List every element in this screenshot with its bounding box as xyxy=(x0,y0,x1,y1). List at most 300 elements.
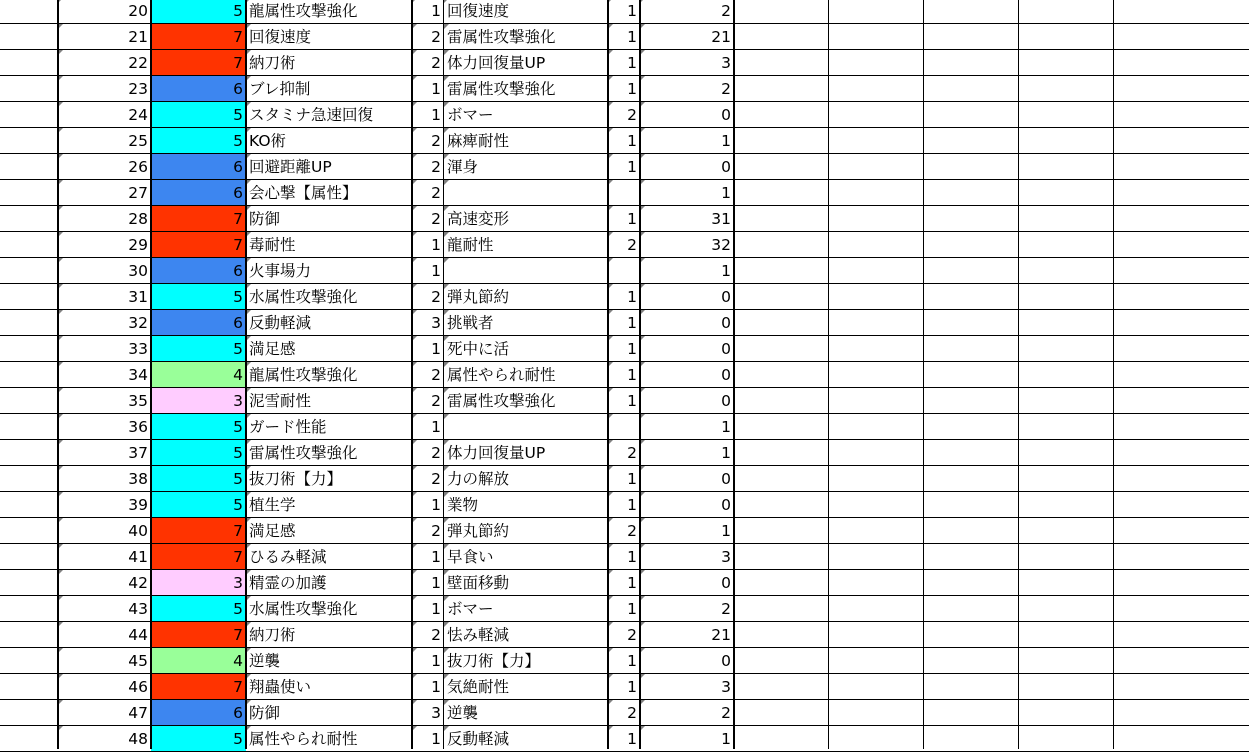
cell-level-1[interactable]: 1 xyxy=(412,414,444,440)
cell-row-number[interactable]: 41 xyxy=(58,544,151,570)
empty-cell[interactable] xyxy=(1019,336,1114,362)
cell-level-1[interactable]: 2 xyxy=(412,388,444,414)
cell-row-number[interactable]: 43 xyxy=(58,596,151,622)
empty-cell[interactable] xyxy=(0,440,58,466)
empty-cell[interactable] xyxy=(829,570,924,596)
cell-skill-1[interactable]: ひるみ軽減 xyxy=(246,544,412,570)
empty-cell[interactable] xyxy=(1019,206,1114,232)
empty-cell[interactable] xyxy=(734,518,829,544)
cell-rank[interactable]: 5 xyxy=(151,336,246,362)
cell-row-number[interactable]: 31 xyxy=(58,284,151,310)
empty-cell[interactable] xyxy=(829,24,924,50)
empty-cell[interactable] xyxy=(0,570,58,596)
empty-cell[interactable] xyxy=(1114,518,1249,544)
empty-cell[interactable] xyxy=(0,414,58,440)
empty-cell[interactable] xyxy=(829,76,924,102)
cell-level-1[interactable]: 2 xyxy=(412,206,444,232)
cell-skill-2[interactable]: 回復速度 xyxy=(444,0,608,24)
cell-level-1[interactable]: 2 xyxy=(412,50,444,76)
cell-skill-2[interactable]: 龍耐性 xyxy=(444,232,608,258)
cell-level-2[interactable]: 1 xyxy=(608,128,640,154)
cell-rank[interactable]: 6 xyxy=(151,180,246,206)
empty-cell[interactable] xyxy=(829,128,924,154)
cell-row-number[interactable]: 21 xyxy=(58,24,151,50)
cell-level-1[interactable]: 3 xyxy=(412,700,444,726)
cell-level-2[interactable]: 1 xyxy=(608,388,640,414)
empty-cell[interactable] xyxy=(829,102,924,128)
cell-level-1[interactable]: 1 xyxy=(412,674,444,700)
cell-level-2[interactable]: 1 xyxy=(608,596,640,622)
empty-cell[interactable] xyxy=(829,492,924,518)
empty-cell[interactable] xyxy=(829,414,924,440)
cell-skill-1[interactable]: 雷属性攻撃強化 xyxy=(246,440,412,466)
empty-cell[interactable] xyxy=(0,518,58,544)
cell-level-2[interactable]: 1 xyxy=(608,726,640,752)
empty-cell[interactable] xyxy=(829,622,924,648)
cell-level-2[interactable]: 1 xyxy=(608,76,640,102)
cell-rank[interactable]: 3 xyxy=(151,388,246,414)
empty-cell[interactable] xyxy=(734,466,829,492)
empty-cell[interactable] xyxy=(734,128,829,154)
empty-cell[interactable] xyxy=(924,362,1019,388)
cell-skill-1[interactable]: 精霊の加護 xyxy=(246,570,412,596)
empty-cell[interactable] xyxy=(0,0,58,24)
empty-cell[interactable] xyxy=(0,622,58,648)
cell-skill-1[interactable]: 満足感 xyxy=(246,336,412,362)
cell-rank[interactable]: 4 xyxy=(151,362,246,388)
empty-cell[interactable] xyxy=(924,206,1019,232)
empty-cell[interactable] xyxy=(924,180,1019,206)
empty-cell[interactable] xyxy=(1019,648,1114,674)
empty-cell[interactable] xyxy=(734,622,829,648)
cell-skill-2[interactable]: 業物 xyxy=(444,492,608,518)
cell-value[interactable]: 31 xyxy=(640,206,734,232)
cell-row-number[interactable]: 40 xyxy=(58,518,151,544)
cell-skill-2[interactable]: 反動軽減 xyxy=(444,726,608,752)
empty-cell[interactable] xyxy=(1019,76,1114,102)
cell-value[interactable]: 0 xyxy=(640,284,734,310)
cell-rank[interactable]: 7 xyxy=(151,622,246,648)
cell-row-number[interactable]: 32 xyxy=(58,310,151,336)
empty-cell[interactable] xyxy=(829,674,924,700)
empty-cell[interactable] xyxy=(734,336,829,362)
empty-cell[interactable] xyxy=(734,258,829,284)
cell-value[interactable]: 2 xyxy=(640,596,734,622)
cell-level-2[interactable]: 2 xyxy=(608,518,640,544)
cell-skill-2[interactable]: 気絶耐性 xyxy=(444,674,608,700)
cell-rank[interactable]: 6 xyxy=(151,310,246,336)
cell-row-number[interactable]: 30 xyxy=(58,258,151,284)
empty-cell[interactable] xyxy=(734,310,829,336)
empty-cell[interactable] xyxy=(1114,50,1249,76)
cell-rank[interactable]: 7 xyxy=(151,674,246,700)
cell-skill-1[interactable]: 防御 xyxy=(246,700,412,726)
empty-cell[interactable] xyxy=(1019,700,1114,726)
cell-level-1[interactable]: 1 xyxy=(412,648,444,674)
cell-row-number[interactable]: 38 xyxy=(58,466,151,492)
empty-cell[interactable] xyxy=(734,50,829,76)
empty-cell[interactable] xyxy=(1019,24,1114,50)
empty-cell[interactable] xyxy=(0,336,58,362)
cell-rank[interactable]: 5 xyxy=(151,726,246,752)
empty-cell[interactable] xyxy=(829,0,924,24)
cell-level-2[interactable]: 1 xyxy=(608,206,640,232)
empty-cell[interactable] xyxy=(1114,24,1249,50)
cell-skill-1[interactable]: 逆襲 xyxy=(246,648,412,674)
empty-cell[interactable] xyxy=(829,180,924,206)
cell-level-1[interactable]: 2 xyxy=(412,622,444,648)
empty-cell[interactable] xyxy=(924,570,1019,596)
cell-value[interactable]: 1 xyxy=(640,440,734,466)
empty-cell[interactable] xyxy=(1114,336,1249,362)
cell-skill-1[interactable]: 龍属性攻撃強化 xyxy=(246,362,412,388)
cell-level-2[interactable]: 1 xyxy=(608,336,640,362)
cell-skill-1[interactable]: 翔蟲使い xyxy=(246,674,412,700)
cell-skill-2[interactable]: ボマー xyxy=(444,102,608,128)
cell-level-1[interactable]: 3 xyxy=(412,310,444,336)
empty-cell[interactable] xyxy=(1114,284,1249,310)
empty-cell[interactable] xyxy=(829,362,924,388)
cell-level-2[interactable]: 2 xyxy=(608,232,640,258)
cell-rank[interactable]: 5 xyxy=(151,102,246,128)
empty-cell[interactable] xyxy=(0,128,58,154)
cell-level-1[interactable]: 1 xyxy=(412,544,444,570)
cell-rank[interactable]: 5 xyxy=(151,492,246,518)
empty-cell[interactable] xyxy=(924,310,1019,336)
empty-cell[interactable] xyxy=(1114,310,1249,336)
empty-cell[interactable] xyxy=(1114,180,1249,206)
empty-cell[interactable] xyxy=(1019,570,1114,596)
cell-level-2[interactable]: 1 xyxy=(608,466,640,492)
cell-rank[interactable]: 6 xyxy=(151,258,246,284)
cell-skill-2[interactable]: 体力回復量UP xyxy=(444,50,608,76)
cell-rank[interactable]: 7 xyxy=(151,518,246,544)
cell-level-1[interactable]: 2 xyxy=(412,180,444,206)
cell-rank[interactable]: 7 xyxy=(151,544,246,570)
empty-cell[interactable] xyxy=(829,648,924,674)
cell-skill-1[interactable]: 防御 xyxy=(246,206,412,232)
empty-cell[interactable] xyxy=(1019,0,1114,24)
cell-level-1[interactable]: 1 xyxy=(412,76,444,102)
cell-rank[interactable]: 7 xyxy=(151,24,246,50)
empty-cell[interactable] xyxy=(1019,232,1114,258)
empty-cell[interactable] xyxy=(0,492,58,518)
empty-cell[interactable] xyxy=(0,284,58,310)
empty-cell[interactable] xyxy=(1114,258,1249,284)
empty-cell[interactable] xyxy=(1114,0,1249,24)
cell-value[interactable]: 1 xyxy=(640,518,734,544)
empty-cell[interactable] xyxy=(1114,674,1249,700)
cell-skill-1[interactable]: ガード性能 xyxy=(246,414,412,440)
empty-cell[interactable] xyxy=(1114,622,1249,648)
empty-cell[interactable] xyxy=(734,596,829,622)
cell-value[interactable]: 1 xyxy=(640,726,734,752)
cell-skill-1[interactable]: 水属性攻撃強化 xyxy=(246,596,412,622)
empty-cell[interactable] xyxy=(0,648,58,674)
empty-cell[interactable] xyxy=(1114,492,1249,518)
cell-value[interactable]: 0 xyxy=(640,648,734,674)
cell-skill-1[interactable]: 反動軽減 xyxy=(246,310,412,336)
empty-cell[interactable] xyxy=(1114,596,1249,622)
empty-cell[interactable] xyxy=(1019,492,1114,518)
cell-value[interactable]: 21 xyxy=(640,622,734,648)
empty-cell[interactable] xyxy=(924,518,1019,544)
empty-cell[interactable] xyxy=(829,440,924,466)
cell-rank[interactable]: 5 xyxy=(151,284,246,310)
empty-cell[interactable] xyxy=(924,544,1019,570)
cell-skill-2[interactable]: 雷属性攻撃強化 xyxy=(444,388,608,414)
cell-level-1[interactable]: 2 xyxy=(412,154,444,180)
cell-skill-2[interactable]: 属性やられ耐性 xyxy=(444,362,608,388)
cell-level-1[interactable]: 2 xyxy=(412,362,444,388)
empty-cell[interactable] xyxy=(1114,232,1249,258)
empty-cell[interactable] xyxy=(1114,414,1249,440)
empty-cell[interactable] xyxy=(1114,154,1249,180)
empty-cell[interactable] xyxy=(924,388,1019,414)
empty-cell[interactable] xyxy=(829,284,924,310)
cell-row-number[interactable]: 22 xyxy=(58,50,151,76)
cell-row-number[interactable]: 25 xyxy=(58,128,151,154)
cell-level-2[interactable]: 1 xyxy=(608,24,640,50)
cell-level-1[interactable]: 1 xyxy=(412,726,444,752)
empty-cell[interactable] xyxy=(829,466,924,492)
cell-skill-1[interactable]: 納刀術 xyxy=(246,622,412,648)
empty-cell[interactable] xyxy=(1019,102,1114,128)
cell-skill-2[interactable]: 体力回復量UP xyxy=(444,440,608,466)
cell-level-2[interactable]: 1 xyxy=(608,362,640,388)
cell-rank[interactable]: 3 xyxy=(151,570,246,596)
cell-level-2[interactable]: 1 xyxy=(608,570,640,596)
empty-cell[interactable] xyxy=(734,544,829,570)
empty-cell[interactable] xyxy=(0,700,58,726)
empty-cell[interactable] xyxy=(0,726,58,752)
cell-value[interactable]: 0 xyxy=(640,570,734,596)
empty-cell[interactable] xyxy=(1019,180,1114,206)
empty-cell[interactable] xyxy=(924,596,1019,622)
cell-value[interactable]: 3 xyxy=(640,50,734,76)
empty-cell[interactable] xyxy=(924,128,1019,154)
empty-cell[interactable] xyxy=(0,206,58,232)
empty-cell[interactable] xyxy=(829,232,924,258)
empty-cell[interactable] xyxy=(734,154,829,180)
empty-cell[interactable] xyxy=(924,700,1019,726)
cell-skill-2[interactable]: 渾身 xyxy=(444,154,608,180)
cell-value[interactable]: 2 xyxy=(640,76,734,102)
empty-cell[interactable] xyxy=(734,570,829,596)
cell-row-number[interactable]: 42 xyxy=(58,570,151,596)
cell-level-2[interactable]: 1 xyxy=(608,492,640,518)
cell-row-number[interactable]: 47 xyxy=(58,700,151,726)
cell-skill-1[interactable]: 属性やられ耐性 xyxy=(246,726,412,752)
empty-cell[interactable] xyxy=(1019,518,1114,544)
cell-level-2[interactable]: 1 xyxy=(608,0,640,24)
cell-level-1[interactable]: 1 xyxy=(412,232,444,258)
cell-skill-2[interactable]: 挑戦者 xyxy=(444,310,608,336)
cell-rank[interactable]: 7 xyxy=(151,50,246,76)
empty-cell[interactable] xyxy=(0,544,58,570)
empty-cell[interactable] xyxy=(924,414,1019,440)
cell-level-2[interactable]: 2 xyxy=(608,440,640,466)
empty-cell[interactable] xyxy=(734,674,829,700)
empty-cell[interactable] xyxy=(924,284,1019,310)
cell-level-2[interactable]: 2 xyxy=(608,700,640,726)
cell-skill-1[interactable]: 満足感 xyxy=(246,518,412,544)
cell-rank[interactable]: 5 xyxy=(151,440,246,466)
empty-cell[interactable] xyxy=(1114,206,1249,232)
empty-cell[interactable] xyxy=(734,24,829,50)
cell-value[interactable]: 1 xyxy=(640,128,734,154)
empty-cell[interactable] xyxy=(1019,622,1114,648)
cell-row-number[interactable]: 33 xyxy=(58,336,151,362)
empty-cell[interactable] xyxy=(0,310,58,336)
empty-cell[interactable] xyxy=(1114,648,1249,674)
empty-cell[interactable] xyxy=(829,726,924,752)
empty-cell[interactable] xyxy=(0,674,58,700)
cell-level-1[interactable]: 1 xyxy=(412,258,444,284)
empty-cell[interactable] xyxy=(829,310,924,336)
cell-skill-1[interactable]: 納刀術 xyxy=(246,50,412,76)
cell-skill-2[interactable]: 壁面移動 xyxy=(444,570,608,596)
empty-cell[interactable] xyxy=(1019,726,1114,752)
cell-skill-1[interactable]: 泥雪耐性 xyxy=(246,388,412,414)
empty-cell[interactable] xyxy=(1019,128,1114,154)
empty-cell[interactable] xyxy=(734,180,829,206)
empty-cell[interactable] xyxy=(0,24,58,50)
cell-level-1[interactable]: 2 xyxy=(412,284,444,310)
cell-row-number[interactable]: 23 xyxy=(58,76,151,102)
cell-skill-2[interactable]: 麻痺耐性 xyxy=(444,128,608,154)
cell-value[interactable]: 32 xyxy=(640,232,734,258)
empty-cell[interactable] xyxy=(1114,570,1249,596)
cell-skill-1[interactable]: 抜刀術【力】 xyxy=(246,466,412,492)
cell-skill-2[interactable] xyxy=(444,180,608,206)
cell-skill-2[interactable]: 死中に活 xyxy=(444,336,608,362)
cell-rank[interactable]: 5 xyxy=(151,128,246,154)
empty-cell[interactable] xyxy=(0,180,58,206)
empty-cell[interactable] xyxy=(1114,700,1249,726)
cell-row-number[interactable]: 48 xyxy=(58,726,151,752)
cell-level-2[interactable]: 1 xyxy=(608,50,640,76)
cell-value[interactable]: 2 xyxy=(640,0,734,24)
cell-value[interactable]: 1 xyxy=(640,180,734,206)
cell-rank[interactable]: 5 xyxy=(151,0,246,24)
empty-cell[interactable] xyxy=(734,102,829,128)
empty-cell[interactable] xyxy=(0,102,58,128)
empty-cell[interactable] xyxy=(829,596,924,622)
empty-cell[interactable] xyxy=(734,388,829,414)
cell-rank[interactable]: 6 xyxy=(151,76,246,102)
empty-cell[interactable] xyxy=(829,154,924,180)
empty-cell[interactable] xyxy=(924,466,1019,492)
empty-cell[interactable] xyxy=(1019,414,1114,440)
empty-cell[interactable] xyxy=(924,232,1019,258)
cell-value[interactable]: 1 xyxy=(640,414,734,440)
cell-skill-2[interactable]: 弾丸節約 xyxy=(444,284,608,310)
cell-skill-1[interactable]: ブレ抑制 xyxy=(246,76,412,102)
cell-value[interactable]: 0 xyxy=(640,492,734,518)
cell-level-2[interactable]: 2 xyxy=(608,622,640,648)
cell-level-2[interactable] xyxy=(608,180,640,206)
cell-skill-2[interactable]: 力の解放 xyxy=(444,466,608,492)
empty-cell[interactable] xyxy=(924,76,1019,102)
empty-cell[interactable] xyxy=(734,726,829,752)
cell-value[interactable]: 21 xyxy=(640,24,734,50)
empty-cell[interactable] xyxy=(829,388,924,414)
empty-cell[interactable] xyxy=(924,24,1019,50)
empty-cell[interactable] xyxy=(0,154,58,180)
cell-row-number[interactable]: 20 xyxy=(58,0,151,24)
empty-cell[interactable] xyxy=(1114,440,1249,466)
cell-level-1[interactable]: 2 xyxy=(412,128,444,154)
empty-cell[interactable] xyxy=(1114,466,1249,492)
cell-level-1[interactable]: 1 xyxy=(412,0,444,24)
empty-cell[interactable] xyxy=(924,726,1019,752)
empty-cell[interactable] xyxy=(924,648,1019,674)
cell-skill-1[interactable]: 回復速度 xyxy=(246,24,412,50)
cell-rank[interactable]: 7 xyxy=(151,232,246,258)
empty-cell[interactable] xyxy=(924,336,1019,362)
cell-skill-1[interactable]: 植生学 xyxy=(246,492,412,518)
empty-cell[interactable] xyxy=(0,50,58,76)
empty-cell[interactable] xyxy=(0,388,58,414)
cell-level-1[interactable]: 2 xyxy=(412,24,444,50)
cell-rank[interactable]: 5 xyxy=(151,596,246,622)
empty-cell[interactable] xyxy=(924,674,1019,700)
empty-cell[interactable] xyxy=(829,206,924,232)
cell-row-number[interactable]: 39 xyxy=(58,492,151,518)
empty-cell[interactable] xyxy=(1019,596,1114,622)
cell-value[interactable]: 2 xyxy=(640,700,734,726)
empty-cell[interactable] xyxy=(924,492,1019,518)
cell-value[interactable]: 0 xyxy=(640,336,734,362)
empty-cell[interactable] xyxy=(734,492,829,518)
cell-skill-2[interactable]: 逆襲 xyxy=(444,700,608,726)
empty-cell[interactable] xyxy=(1114,76,1249,102)
cell-row-number[interactable]: 44 xyxy=(58,622,151,648)
empty-cell[interactable] xyxy=(924,440,1019,466)
cell-skill-2[interactable]: 弾丸節約 xyxy=(444,518,608,544)
empty-cell[interactable] xyxy=(0,258,58,284)
empty-cell[interactable] xyxy=(829,518,924,544)
empty-cell[interactable] xyxy=(1114,362,1249,388)
cell-row-number[interactable]: 37 xyxy=(58,440,151,466)
cell-value[interactable]: 0 xyxy=(640,362,734,388)
empty-cell[interactable] xyxy=(734,76,829,102)
cell-skill-1[interactable]: 水属性攻撃強化 xyxy=(246,284,412,310)
empty-cell[interactable] xyxy=(924,0,1019,24)
empty-cell[interactable] xyxy=(924,50,1019,76)
cell-skill-2[interactable] xyxy=(444,414,608,440)
empty-cell[interactable] xyxy=(829,258,924,284)
empty-cell[interactable] xyxy=(924,622,1019,648)
cell-rank[interactable]: 5 xyxy=(151,414,246,440)
cell-value[interactable]: 0 xyxy=(640,154,734,180)
cell-level-1[interactable]: 1 xyxy=(412,596,444,622)
empty-cell[interactable] xyxy=(0,76,58,102)
empty-cell[interactable] xyxy=(1114,544,1249,570)
cell-rank[interactable]: 5 xyxy=(151,466,246,492)
cell-skill-1[interactable]: 龍属性攻撃強化 xyxy=(246,0,412,24)
cell-skill-1[interactable]: KO術 xyxy=(246,128,412,154)
empty-cell[interactable] xyxy=(924,102,1019,128)
empty-cell[interactable] xyxy=(1019,310,1114,336)
empty-cell[interactable] xyxy=(1019,466,1114,492)
cell-skill-2[interactable]: 抜刀術【力】 xyxy=(444,648,608,674)
empty-cell[interactable] xyxy=(0,466,58,492)
empty-cell[interactable] xyxy=(1114,726,1249,752)
cell-row-number[interactable]: 29 xyxy=(58,232,151,258)
cell-rank[interactable]: 6 xyxy=(151,700,246,726)
